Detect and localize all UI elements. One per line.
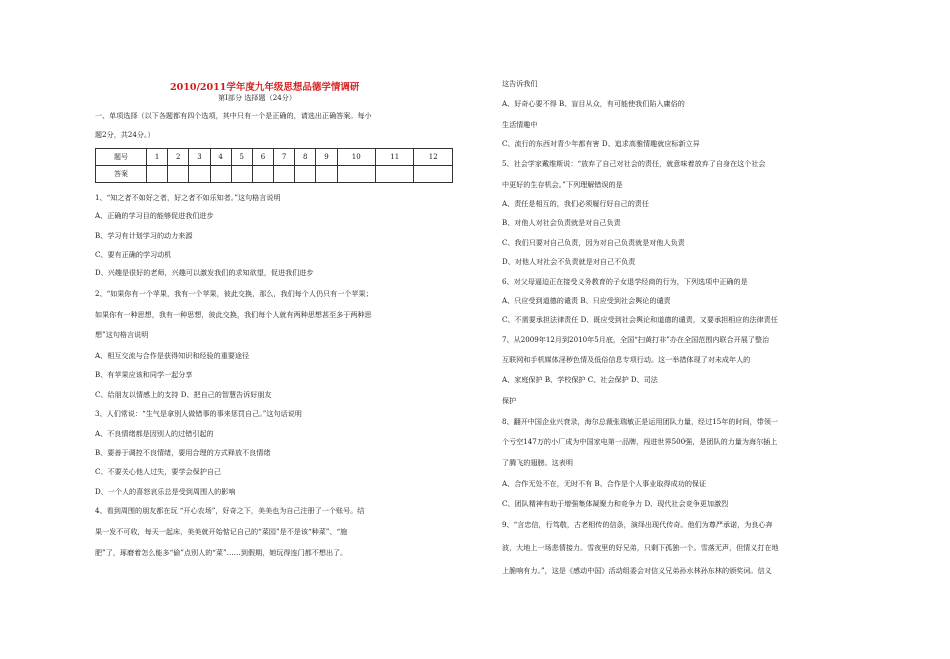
page-title: 2010/2011学年度九年级思想品德学情调研 [170,82,360,93]
text-line: 2、“如果你有一个苹果，我有一个苹果，彼此交换，那么，我们每个人仍只有一个苹果； [95,289,373,298]
text-line: A、不良情绪都是因别人的过错引起的 [95,429,214,438]
table-cell: 2 [168,149,189,166]
text-line: 6、对父母逼迫正在接受义务教育的子女退学经商的行为，下列选项中正确的是 [502,277,748,286]
text-line: 肥”了，琢磨着怎么能多“偷”点别人的“菜”……到假期，她玩得连门都不想出了。 [95,548,348,557]
text-line: A、合作无处不在，无时不有 B、合作是个人事业取得成功的保证 [502,479,707,488]
answer-cell [168,166,189,183]
text-line: A、好奇心要不得 B、盲目从众，有可能使我们陷入庸俗的 [502,99,685,108]
table-cell: 5 [231,149,252,166]
text-line: 9、“言忠信，行笃敬，古老相传的信条，演绎出现代传奇。他们为尊严承诺，为良心奔 [502,520,773,529]
table-cell: 6 [252,149,273,166]
text-line: C、不要关心他人过失，要学会保护自己 [95,467,222,476]
text-line: 7、从2009年12月到2010年5月底，全国“扫黄打非”办在全国范围内联合开展了整治 [502,335,770,344]
text-line: D、对他人对社会不负责就是对自己不负责 [502,257,636,266]
text-line: 了腾飞的翅膀。这表明 [502,458,573,467]
text-line: D、一个人的喜怒哀乐总是受到周围人的影响 [95,487,236,496]
table-cell: 3 [189,149,210,166]
text-line: 一、单项选择（以下各题都有四个选项，其中只有一个是正确的，请选出正确答案。每小 [95,111,372,120]
answer-cell [375,166,413,183]
table-row [96,149,453,166]
table-cell: 4 [210,149,231,166]
table-row [96,166,453,183]
text-line: B、对他人对社会负责就是对自己负责 [502,218,621,227]
text-line: 这告诉我们 [502,79,538,88]
text-line: 保护 [502,396,517,405]
table-cell: 9 [316,149,337,166]
answer-cell [231,166,252,183]
text-line: B、有苹果应该和同学一起分享 [95,370,193,379]
table-cell: 10 [337,149,375,166]
text-line: 个亏空147万的小厂成为中国家电第一品牌，闯进世界500强，是团队的力量为海尔插上 [502,437,778,446]
answer-cell [252,166,273,183]
text-line: 4、看到周围的朋友都在玩 “开心农场”，好奇之下，美美也为自己注册了一个账号。结 [95,506,365,515]
text-line: B、学习有计划学习的动力来源 [95,231,193,240]
text-line: 想”这句格言说明 [95,330,149,339]
table-cell: 11 [375,149,413,166]
text-line: D、兴趣是很好的老师，兴趣可以激发我们的求知欲望，促进我们进步 [95,268,314,277]
text-line: A、相互交流与合作是获得知识和经验的重要途径 [95,351,250,360]
table-cell: 12 [414,149,453,166]
table-cell: 8 [295,149,316,166]
text-line: A、正确的学习目的能够促进我们进步 [95,211,214,220]
answer-cell [210,166,231,183]
text-line: 如果你有一种思想，我有一种思想，彼此交换，我们每个人就有两种思想甚至多于两种思 [95,310,372,319]
text-line: C、要有正确的学习动机 [95,250,172,259]
text-line: C、团队精神有助于增强集体凝聚力和竞争力 D、现代社会竞争更加激烈 [502,499,729,508]
text-line: 中更好的生存机会。”下列理解错误的是 [502,180,623,189]
text-line: C、流行的东西对青少年都有害 D、追求高雅情趣就应标新立异 [502,139,700,148]
row-header-answer: 答案 [96,166,147,183]
answer-cell [337,166,375,183]
section-subtitle: 第Ⅰ部分 选择题（24分） [218,93,296,102]
text-line: 上脆响有力。”，这是《感动中国》活动组委会对信义兄弟孙水林孙东林的颁奖词。信义 [502,566,772,575]
text-line: C、给朋友以情感上的支持 D、把自己的智慧告诉好朋友 [95,390,272,399]
text-line: A、责任是相互的，我们必须履行好自己的责任 [502,199,649,208]
answer-cell [189,166,210,183]
text-line: 互联网和手机媒体淫秽色情及低俗信息专项行动。这一举措体现了对未成年人的 [502,355,751,364]
text-line: C、不需要承担法律责任 D、既应受到社会舆论和道德的谴责，又要承担相应的法律责任 [502,315,778,324]
text-line: A、只应受到道德的谴责 B、只应受到社会舆论的谴责 [502,296,671,305]
table-cell: 7 [274,149,295,166]
text-line: 5、社会学家戴维斯说：“放弃了自己对社会的责任，就意味着放弃了自身在这个社会 [502,159,766,168]
text-line: 3、人们常说：“生气是拿别人做错事的事来惩罚自己。”这句话说明 [95,409,302,418]
text-line: 波，大地上一场悲情接力。雪夜里的好兄弟，只剩下孤独一个。雪落无声，但情义打在地 [502,543,779,552]
row-header-number: 题号 [96,149,147,166]
text-line: C、我们只要对自己负责，因为对自己负责就是对他人负责 [502,238,685,247]
text-line: 果一发不可收，每天一起床，美美就开始惦记自己的“菜园”是不是该“种菜”、“施 [95,527,348,536]
text-line: 生活情趣中 [502,120,538,129]
answer-cell [147,166,168,183]
answer-cell [414,166,453,183]
answer-cell [274,166,295,183]
answer-table [95,148,453,183]
text-line: A、家庭保护 B、学校保护 C、社会保护 D、司法 [502,375,658,384]
text-line: 8、翻开中国企业兴衰录，海尔总裁张瑞敏正是运用团队力量，经过15年的时间，带领一 [502,417,779,426]
table-cell: 1 [147,149,168,166]
text-line: 1、“知之者不如好之者，好之者不如乐知者。”这句格言说明 [95,193,281,202]
answer-cell [316,166,337,183]
text-line: B、要善于调控不良情绪，要用合理的方式释放不良情绪 [95,448,271,457]
answer-cell [295,166,316,183]
text-line: 题2分，共24分。） [95,130,155,139]
